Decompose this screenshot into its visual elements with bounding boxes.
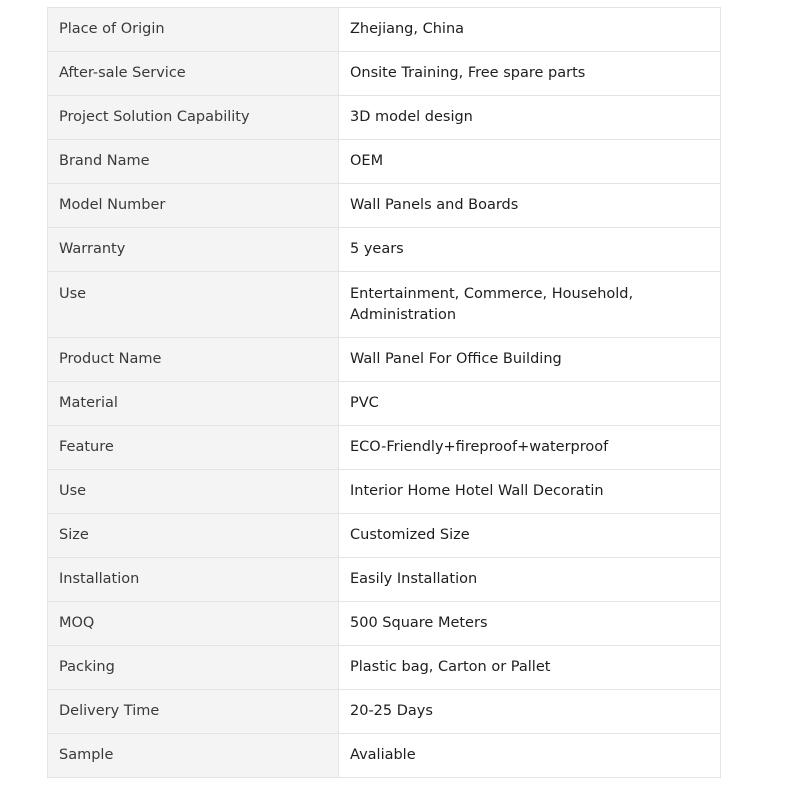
spec-value: Wall Panel For Office Building	[339, 338, 721, 382]
spec-key: Feature	[48, 426, 339, 470]
spec-value: Easily Installation	[339, 558, 721, 602]
spec-key: Sample	[48, 734, 339, 778]
table-row	[48, 228, 721, 272]
spec-key: Model Number	[48, 184, 339, 228]
spec-key: Use	[48, 470, 339, 514]
spec-key: Use	[48, 272, 339, 338]
product-spec-table	[47, 7, 721, 778]
spec-value: Zhejiang, China	[339, 8, 721, 52]
spec-key: Delivery Time	[48, 690, 339, 734]
spec-value: Plastic bag, Carton or Pallet	[339, 646, 721, 690]
spec-key: After-sale Service	[48, 52, 339, 96]
table-row	[48, 470, 721, 514]
spec-key: Warranty	[48, 228, 339, 272]
table-row	[48, 338, 721, 382]
table-row	[48, 184, 721, 228]
table-row	[48, 272, 721, 338]
spec-value: 20-25 Days	[339, 690, 721, 734]
spec-value: 5 years	[339, 228, 721, 272]
spec-value: Wall Panels and Boards	[339, 184, 721, 228]
table-row	[48, 382, 721, 426]
spec-value: ECO-Friendly+fireproof+waterproof	[339, 426, 721, 470]
table-row	[48, 646, 721, 690]
table-row	[48, 514, 721, 558]
spec-key: Product Name	[48, 338, 339, 382]
table-row	[48, 558, 721, 602]
spec-key: Material	[48, 382, 339, 426]
table-row	[48, 426, 721, 470]
spec-value: Customized Size	[339, 514, 721, 558]
spec-value: Interior Home Hotel Wall Decoratin	[339, 470, 721, 514]
table-row	[48, 690, 721, 734]
spec-key: Size	[48, 514, 339, 558]
spec-value: PVC	[339, 382, 721, 426]
spec-key: Place of Origin	[48, 8, 339, 52]
table-row	[48, 602, 721, 646]
table-row	[48, 734, 721, 778]
spec-key: Project Solution Capability	[48, 96, 339, 140]
spec-value: OEM	[339, 140, 721, 184]
spec-value: Onsite Training, Free spare parts	[339, 52, 721, 96]
spec-key: Brand Name	[48, 140, 339, 184]
spec-value: 500 Square Meters	[339, 602, 721, 646]
spec-key: Packing	[48, 646, 339, 690]
table-row	[48, 96, 721, 140]
table-row	[48, 140, 721, 184]
spec-key: Installation	[48, 558, 339, 602]
table-row	[48, 52, 721, 96]
spec-value: Entertainment, Commerce, Household, Administration	[339, 272, 721, 338]
spec-value: 3D model design	[339, 96, 721, 140]
spec-value: Avaliable	[339, 734, 721, 778]
spec-key: MOQ	[48, 602, 339, 646]
table-row	[48, 8, 721, 52]
